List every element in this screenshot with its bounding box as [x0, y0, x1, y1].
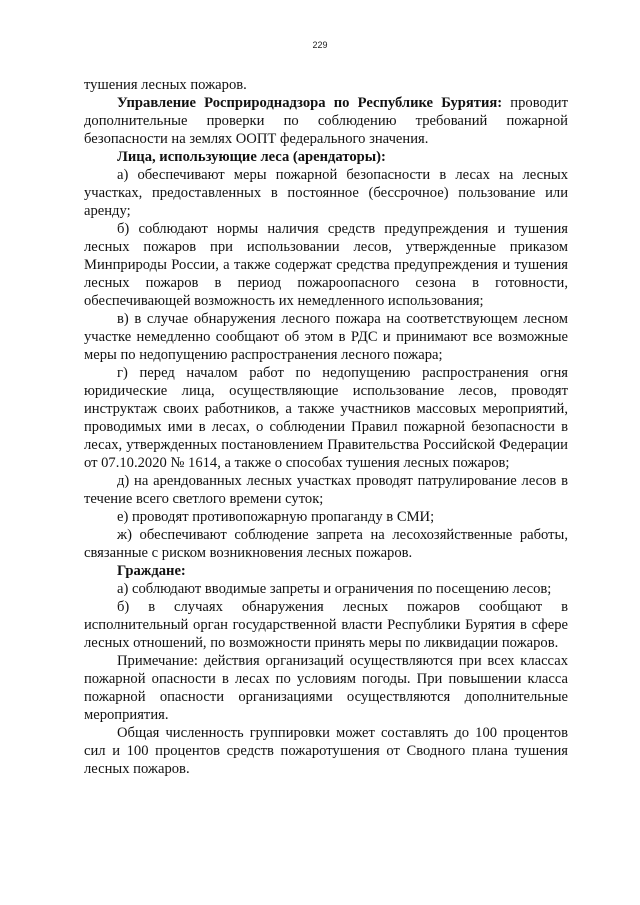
- paragraph-continuation: тушения лесных пожаров.: [84, 77, 247, 93]
- note-paragraph: Примечание: действия организаций осуществляются при всех классах пожарной опасности в лесах по условиям погоды. При повышении класса пожарной опасности организациями осуществляются дополнительные мероприятия.: [84, 653, 568, 723]
- list-item-g: г) перед началом работ по недопущению распространения огня юридические лица, осуществляющие использование лесов, проводят инструктаж своих работников, а также участников массовых мероприятий, проводимых ими в лесах, о соблюдении Правил пожарной безопасности в лесах, утвержденных постановлением Правительства Российской Федерации от 07.10.2020 № 1614, а также о способах тушения лесных пожаров;: [84, 365, 568, 471]
- paragraph-rosprirodnadzor: [84, 94, 568, 148]
- paragraph-lead-bold: Управление Росприроднадзора по Республике Бурятия:: [117, 95, 503, 111]
- document-body: [84, 76, 568, 778]
- citizens-item-b: б) в случаях обнаружения лесных пожаров сообщают в исполнительный орган государственной власти Республики Бурятия в сфере лесных отношений, по возможности принять меры по ликвидации пожаров.: [84, 599, 568, 651]
- page-number: 229: [312, 40, 328, 50]
- list-item-a: а) обеспечивают меры пожарной безопасности в лесах на лесных участках, предоставленных в постоянное (бессрочное) пользование или аренду;: [84, 167, 568, 219]
- section-heading-citizens: Граждане:: [117, 563, 186, 579]
- section-heading-tenants: Лица, использующие леса (арендаторы):: [117, 149, 386, 165]
- paragraph-text: проводит дополнительные проверки по соблюдению требований пожарной безопасности на землях ООПТ федерального значения.: [84, 95, 568, 147]
- list-item-d: д) на арендованных лесных участках проводят патрулирование лесов в течение всего светлого времени суток;: [84, 473, 568, 507]
- list-item-v: в) в случае обнаружения лесного пожара на соответствующем лесном участке немедленно сообщают об этом в РДС и принимают все возможные меры по недопущению распространения лесного пожара;: [84, 311, 568, 363]
- list-item-zh: ж) обеспечивают соблюдение запрета на лесохозяйственные работы, связанные с риском возникновения лесных пожаров.: [84, 527, 568, 561]
- list-item-b: б) соблюдают нормы наличия средств предупреждения и тушения лесных пожаров при использовании лесов, утвержденные приказом Минприроды России, а также содержат средства предупреждения и тушения лесных пожаров в период пожароопасного сезона в готовности, обеспечивающей возможность их немедленного использования;: [84, 221, 568, 309]
- citizens-item-a: а) соблюдают вводимые запреты и ограничения по посещению лесов;: [117, 581, 552, 597]
- summary-paragraph: Общая численность группировки может составлять до 100 процентов сил и 100 процентов средств пожаротушения от Сводного плана тушения лесных пожаров.: [84, 725, 568, 777]
- list-item-e: е) проводят противопожарную пропаганду в СМИ;: [117, 509, 435, 525]
